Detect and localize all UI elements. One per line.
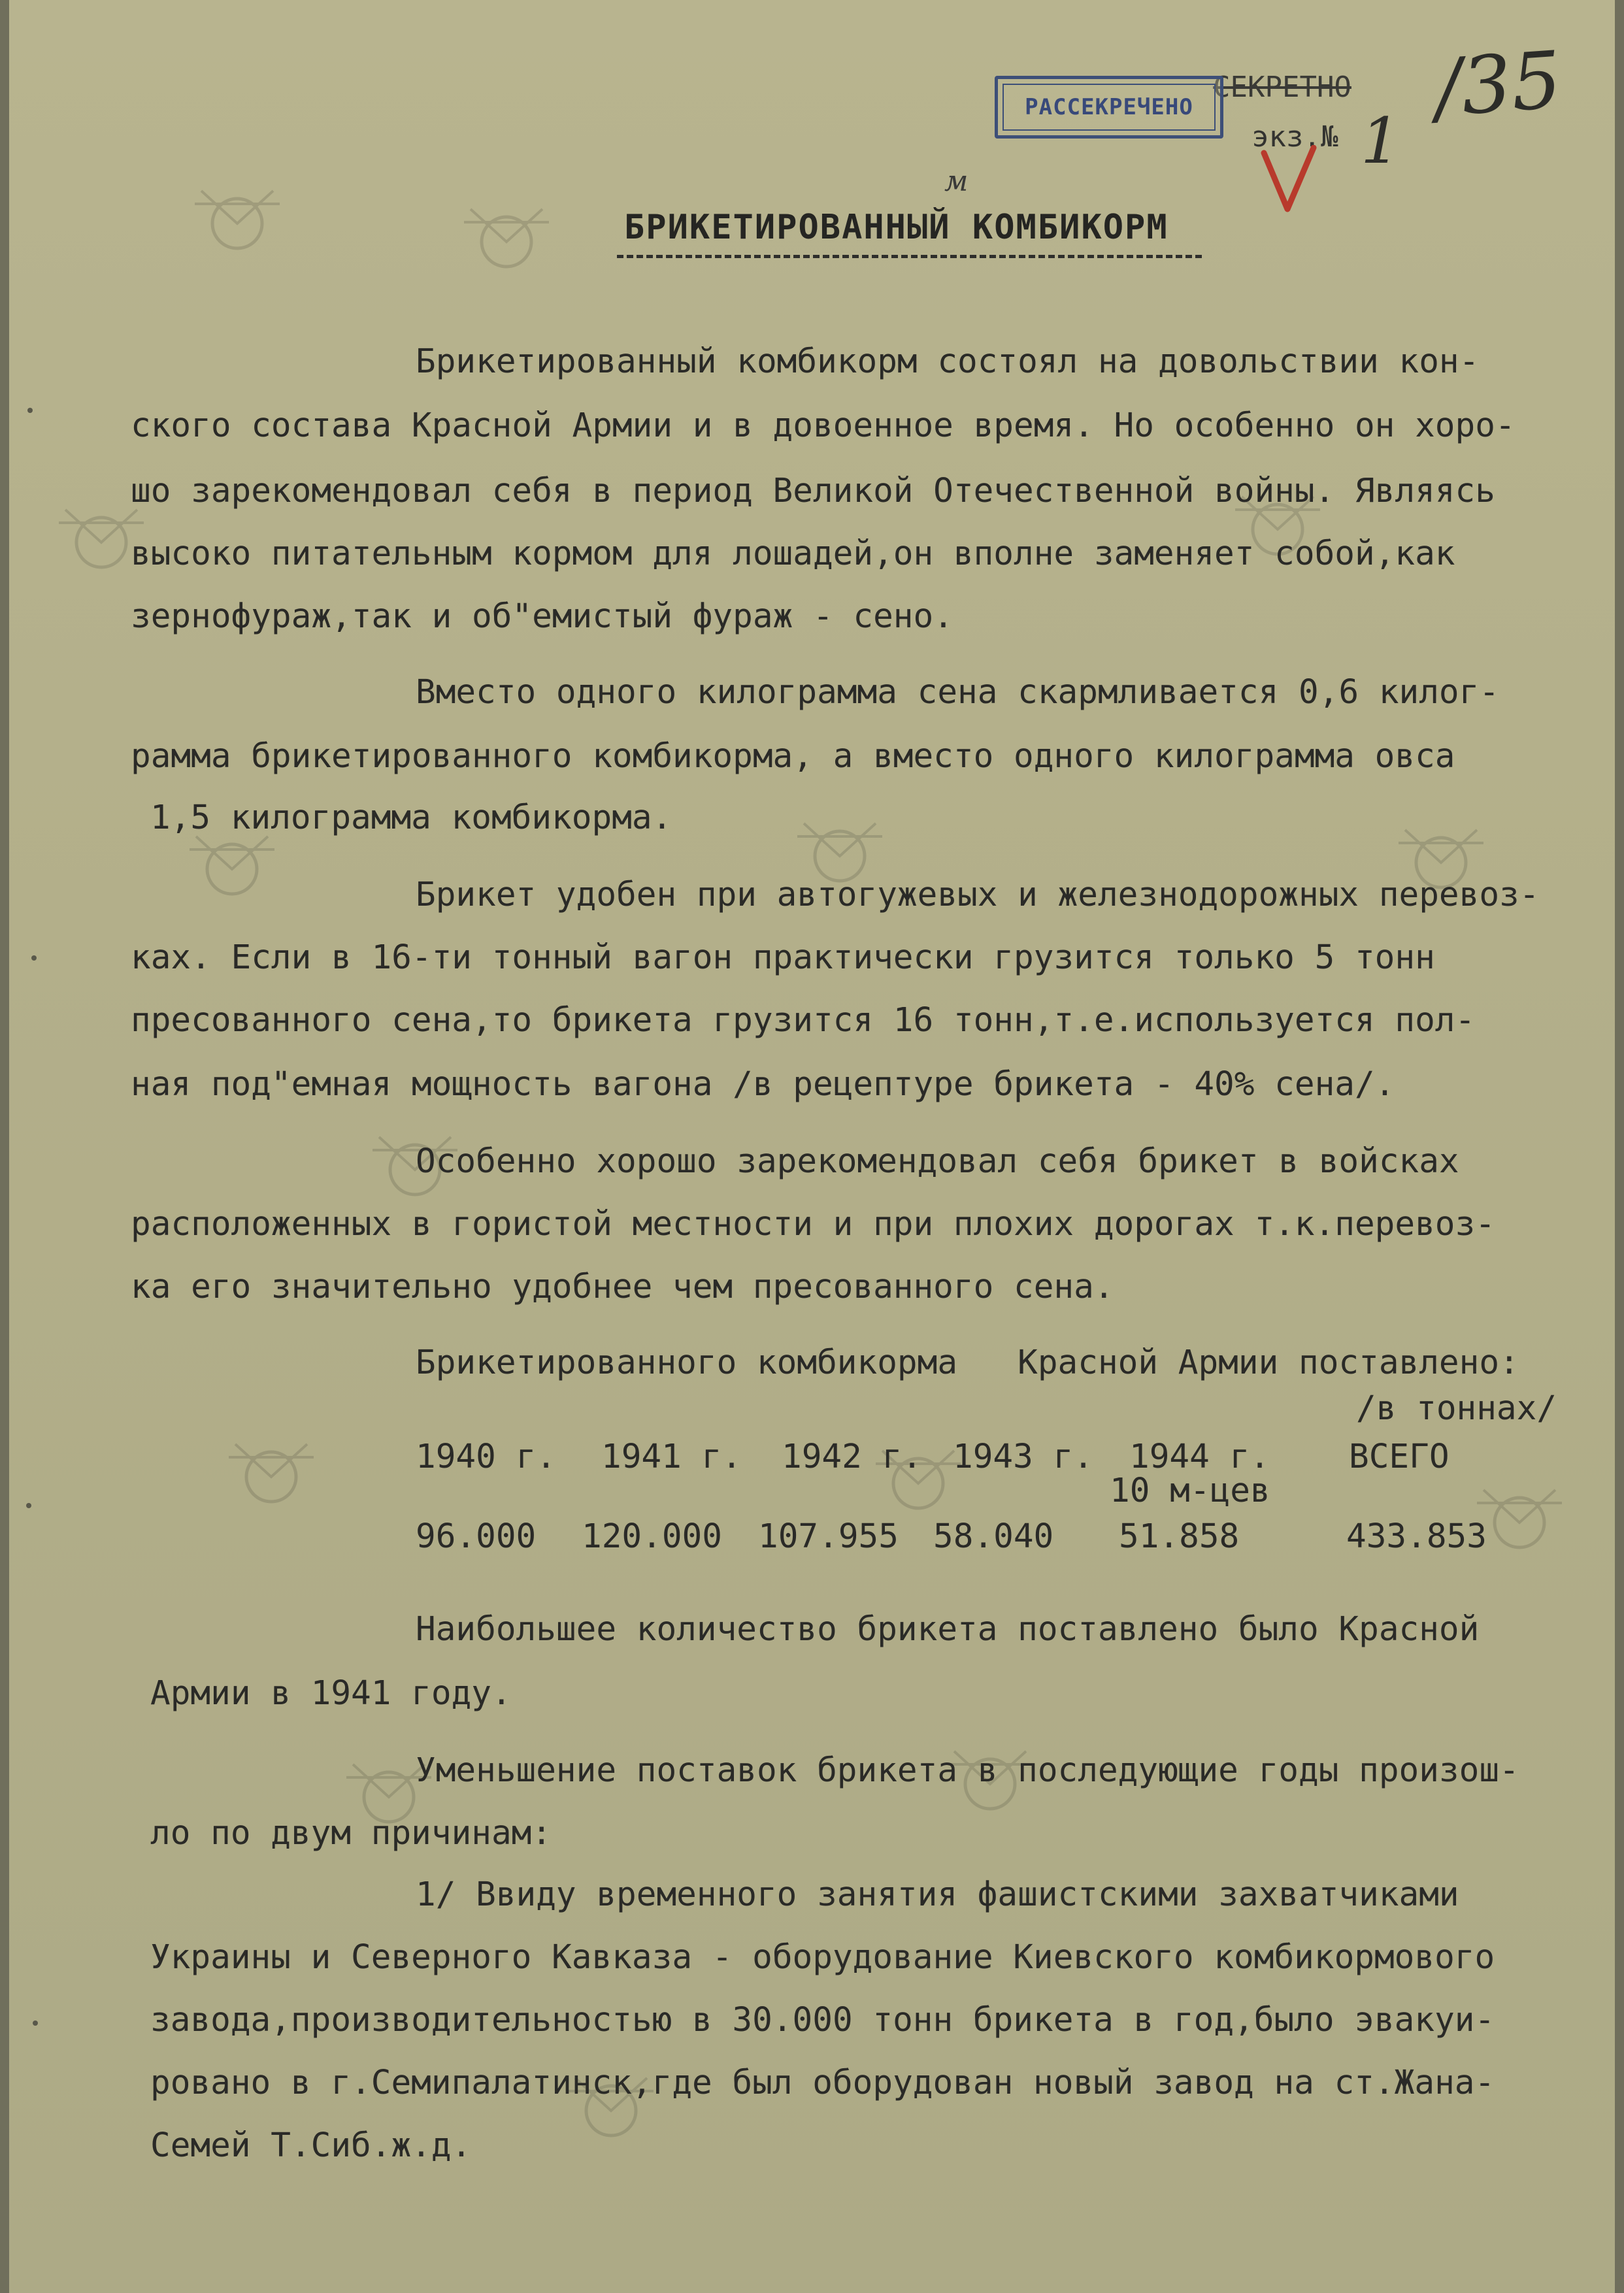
page-edge-left [0,0,9,2293]
paragraph-1-line: шо зарекомендовал себя в период Великой Отечественной войны. Являясь [131,472,1495,510]
paragraph-3-line: ках. Если в 16-ти тонный вагон практически грузится только 5 тонн [131,938,1435,977]
document-title: БРИКЕТИРОВАННЫЙ КОМБИКОРМ [624,208,1168,247]
copy-number: 1 [1361,105,1401,178]
declassified-stamp: РАССЕКРЕЧЕНО [995,76,1223,139]
supply-intro: Брикетированного комбикорма Красной Армии поставлено: [416,1344,1519,1382]
table-note-1944: 10 м-цев [1110,1472,1270,1510]
paragraph-1-line: высоко питательным кормом для лошадей,он вполне заменяет собой,как [131,535,1455,573]
supply-units: /в тоннах/ [1356,1389,1557,1428]
paragraph-3-line: пресованного сена,то брикета грузится 16 тонн,т.е.используется пол- [131,1001,1476,1040]
paragraph-2-line: рамма брикетированного комбикорма, а вместо одного килограмма овса [131,737,1455,776]
table-value-1944: 51.858 [1119,1517,1240,1556]
paragraph-5-line: Наибольшее количество брикета поставлено было Красной [416,1610,1480,1649]
margin-mark [27,408,33,413]
paragraph-7-line: завода,производительностью в 30.000 тонн брикета в год,было эвакуи- [150,2001,1495,2039]
classification-label: СЕКРЕТНО [1213,71,1351,104]
paragraph-1-line: зернофураж,так и об"емистый фураж - сено. [131,597,953,636]
table-header-total: ВСЕГО [1349,1438,1450,1476]
emblem-watermark [222,1431,320,1516]
paragraph-2-line: Вместо одного килограмма сена скармливается 0,6 килог- [416,673,1500,712]
paragraph-1-line: ского состава Красной Армии и в довоенное время. Но особенно он хоро- [131,406,1516,445]
emblem-watermark [188,178,286,263]
table-header-1943: 1943 г. [953,1438,1093,1476]
paragraph-5-line: Армии в 1941 году. [150,1674,512,1713]
folio-number: /35 [1432,35,1565,135]
red-check-mark [1259,145,1317,217]
table-value-1941: 120.000 [582,1517,722,1556]
table-value-1942: 107.955 [758,1517,899,1556]
table-header-1940: 1940 г. [416,1438,556,1476]
paragraph-4-line: Особенно хорошо зарекомендовал себя брикет в войсках [416,1142,1459,1181]
table-value-total: 433.853 [1346,1517,1487,1556]
copy-label: экз.№ [1251,120,1338,154]
margin-mark [33,2021,38,2026]
table-header-1944: 1944 г. [1129,1438,1270,1476]
paragraph-6-line: Уменьшение поставок брикета в последующие годы произош- [416,1751,1519,1790]
paragraph-4-line: расположенных в гористой местности и при плохих дорогах т.к.перевоз- [131,1205,1495,1244]
paragraph-7-line: ровано в г.Семипалатинск,где был оборудован новый завод на ст.Жана- [150,2064,1495,2102]
paragraph-7-line: Семей Т.Сиб.ж.д. [150,2126,472,2165]
paragraph-3-line: Брикет удобен при автогужевых и железнодорожных перевоз- [416,876,1540,914]
table-value-1943: 58.040 [933,1517,1054,1556]
title-underline [617,255,1202,258]
paragraph-7-line: Украины и Северного Кавказа - оборудование Киевского комбикормового [150,1938,1495,1977]
paragraph-6-line: ло по двум причинам: [150,1814,552,1853]
handwritten-correction: м [944,165,969,198]
paragraph-4-line: ка его значительно удобнее чем пресованного сена. [131,1268,1114,1306]
paragraph-7-line: 1/ Ввиду временного занятия фашистскими захватчиками [416,1875,1459,1914]
margin-mark [26,1503,31,1508]
emblem-watermark [457,196,555,281]
page-edge-right [1615,0,1624,2293]
table-header-1942: 1942 г. [782,1438,922,1476]
margin-mark [31,955,37,961]
paragraph-1-line: Брикетированный комбикорм состоял на довольствии кон- [416,342,1480,381]
paragraph-2-line: 1,5 килограмма комбикорма. [150,799,672,837]
table-value-1940: 96.000 [416,1517,537,1556]
table-header-1941: 1941 г. [601,1438,742,1476]
paragraph-3-line: ная под"емная мощность вагона /в рецептуре брикета - 40% сена/. [131,1065,1395,1104]
